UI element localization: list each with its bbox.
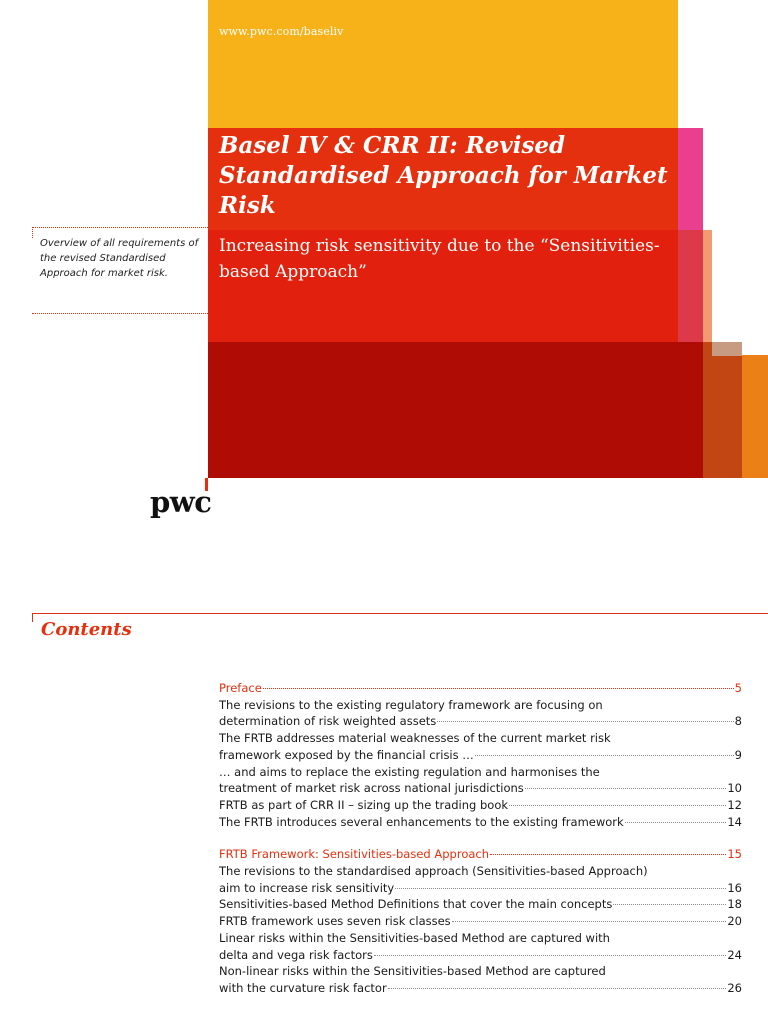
contents-divider — [32, 613, 768, 614]
toc-entry[interactable] — [219, 814, 742, 831]
overview-divider-bottom — [32, 313, 208, 314]
toc-entry-text: Preface — [219, 681, 262, 695]
toc-leader-dots — [490, 854, 726, 855]
toc-entry[interactable] — [219, 764, 742, 797]
toc-entry[interactable] — [219, 863, 742, 896]
toc-entry[interactable] — [219, 896, 742, 913]
toc-entry-text: aim to increase risk sensitivity — [219, 880, 395, 895]
toc-leader-dots — [437, 721, 733, 722]
toc-entry-text: treatment of market risk across national jurisdictions — [219, 781, 524, 796]
cover-orange-strip — [742, 355, 768, 478]
toc-entry-text: The FRTB addresses material weaknesses of the current market risk — [219, 731, 611, 746]
overview-note: Overview of all requirements of the revised Standardised Approach for market risk. — [40, 238, 199, 279]
toc-entry-text: framework exposed by the financial crisis … — [219, 747, 474, 762]
toc-entry[interactable] — [219, 930, 742, 963]
toc-entry-line — [219, 814, 742, 831]
toc-entry[interactable] — [219, 697, 742, 730]
toc-page-number: 5 — [734, 681, 742, 695]
toc-entry-line — [219, 846, 742, 863]
toc-page-number: 16 — [727, 880, 742, 895]
toc-leader-dots — [388, 988, 727, 989]
toc-entry-text: Sensitivities-based Method Definitions that cover the main concepts — [219, 897, 613, 912]
contents-heading: Contents — [41, 619, 132, 640]
toc-entry-line — [219, 947, 742, 964]
toc-leader-dots — [475, 755, 734, 756]
toc-entry-line — [219, 896, 742, 913]
toc-entry-line — [219, 980, 742, 997]
toc-leader-dots — [452, 921, 727, 922]
toc-leader-dots — [509, 805, 726, 806]
toc-page-number: 26 — [727, 980, 742, 995]
toc-page-number: 12 — [727, 797, 742, 812]
toc-entry-text: FRTB framework uses seven risk classes — [219, 914, 451, 929]
toc-entry-text: The revisions to the existing regulatory framework are focusing on — [219, 697, 603, 712]
toc-leader-dots — [374, 955, 726, 956]
toc-section — [219, 846, 742, 996]
cover-dark-red-block — [208, 342, 703, 478]
contents-divider-tick — [32, 613, 33, 622]
cover-rust-strip — [703, 342, 742, 478]
toc-leader-dots — [395, 888, 726, 889]
pwc-logo: pwc — [150, 485, 212, 519]
toc-leader-dots — [625, 822, 727, 823]
toc-leader-dots — [525, 788, 727, 789]
toc-entry-text: with the curvature risk factor — [219, 980, 387, 995]
cover-rose-strip — [678, 230, 703, 342]
toc-entry-line — [219, 880, 742, 897]
toc-entry-text: delta and vega risk factors — [219, 947, 373, 962]
overview-divider-tick — [32, 227, 33, 238]
toc-page-number: 10 — [727, 781, 742, 796]
toc-page-number: 24 — [727, 947, 742, 962]
toc-entry-text: determination of risk weighted assets — [219, 714, 437, 729]
toc-entry-line — [219, 780, 742, 797]
toc-entry-text: Non-linear risks within the Sensitivities-based Method are captured — [219, 964, 606, 979]
overview-divider — [32, 227, 208, 228]
toc-section-heading[interactable] — [219, 680, 742, 697]
toc-entry-text: FRTB as part of CRR II – sizing up the trading book — [219, 797, 509, 812]
toc-page-number: 14 — [727, 814, 742, 829]
toc-entry[interactable] — [219, 730, 742, 763]
toc-entry[interactable] — [219, 913, 742, 930]
toc-page-number: 9 — [734, 747, 742, 762]
toc-entry[interactable] — [219, 797, 742, 814]
toc-page-number: 18 — [727, 897, 742, 912]
table-of-contents — [219, 680, 742, 997]
toc-entry-text: The FRTB introduces several enhancements to the existing framework — [219, 814, 624, 829]
toc-entry-text: … and aims to replace the existing regulation and harmonises the — [219, 764, 600, 779]
toc-page-number: 8 — [734, 714, 742, 729]
toc-page-number: 15 — [727, 847, 742, 862]
document-subtitle: Increasing risk sensitivity due to the “Sensitivities-based Approach” — [219, 236, 660, 282]
toc-entry-text: The revisions to the standardised approach (Sensitivities-based Approach) — [219, 864, 648, 879]
toc-page-number: 20 — [727, 914, 742, 929]
toc-leader-dots — [263, 688, 734, 689]
toc-entry[interactable] — [219, 963, 742, 996]
cover-peach-strip — [703, 230, 712, 342]
toc-entry-line — [219, 680, 742, 697]
website-link[interactable]: www.pwc.com/baseliv — [219, 25, 344, 38]
toc-leader-dots — [613, 904, 726, 905]
toc-entry-line — [219, 713, 742, 730]
toc-entry-text: Linear risks within the Sensitivities-based Method are captured with — [219, 930, 610, 945]
toc-section-heading[interactable] — [219, 846, 742, 863]
toc-entry-line — [219, 747, 742, 764]
cover-tan-strip — [712, 342, 742, 356]
toc-entry-text: FRTB Framework: Sensitivities-based Approach — [219, 847, 490, 862]
cover-yellow-block — [208, 0, 678, 128]
document-title: Basel IV & CRR II: Revised Standardised Approach for Market Risk — [219, 132, 668, 219]
toc-entry-line — [219, 797, 742, 814]
toc-section — [219, 680, 742, 830]
cover-pink-strip — [678, 128, 703, 230]
toc-entry-line — [219, 913, 742, 930]
